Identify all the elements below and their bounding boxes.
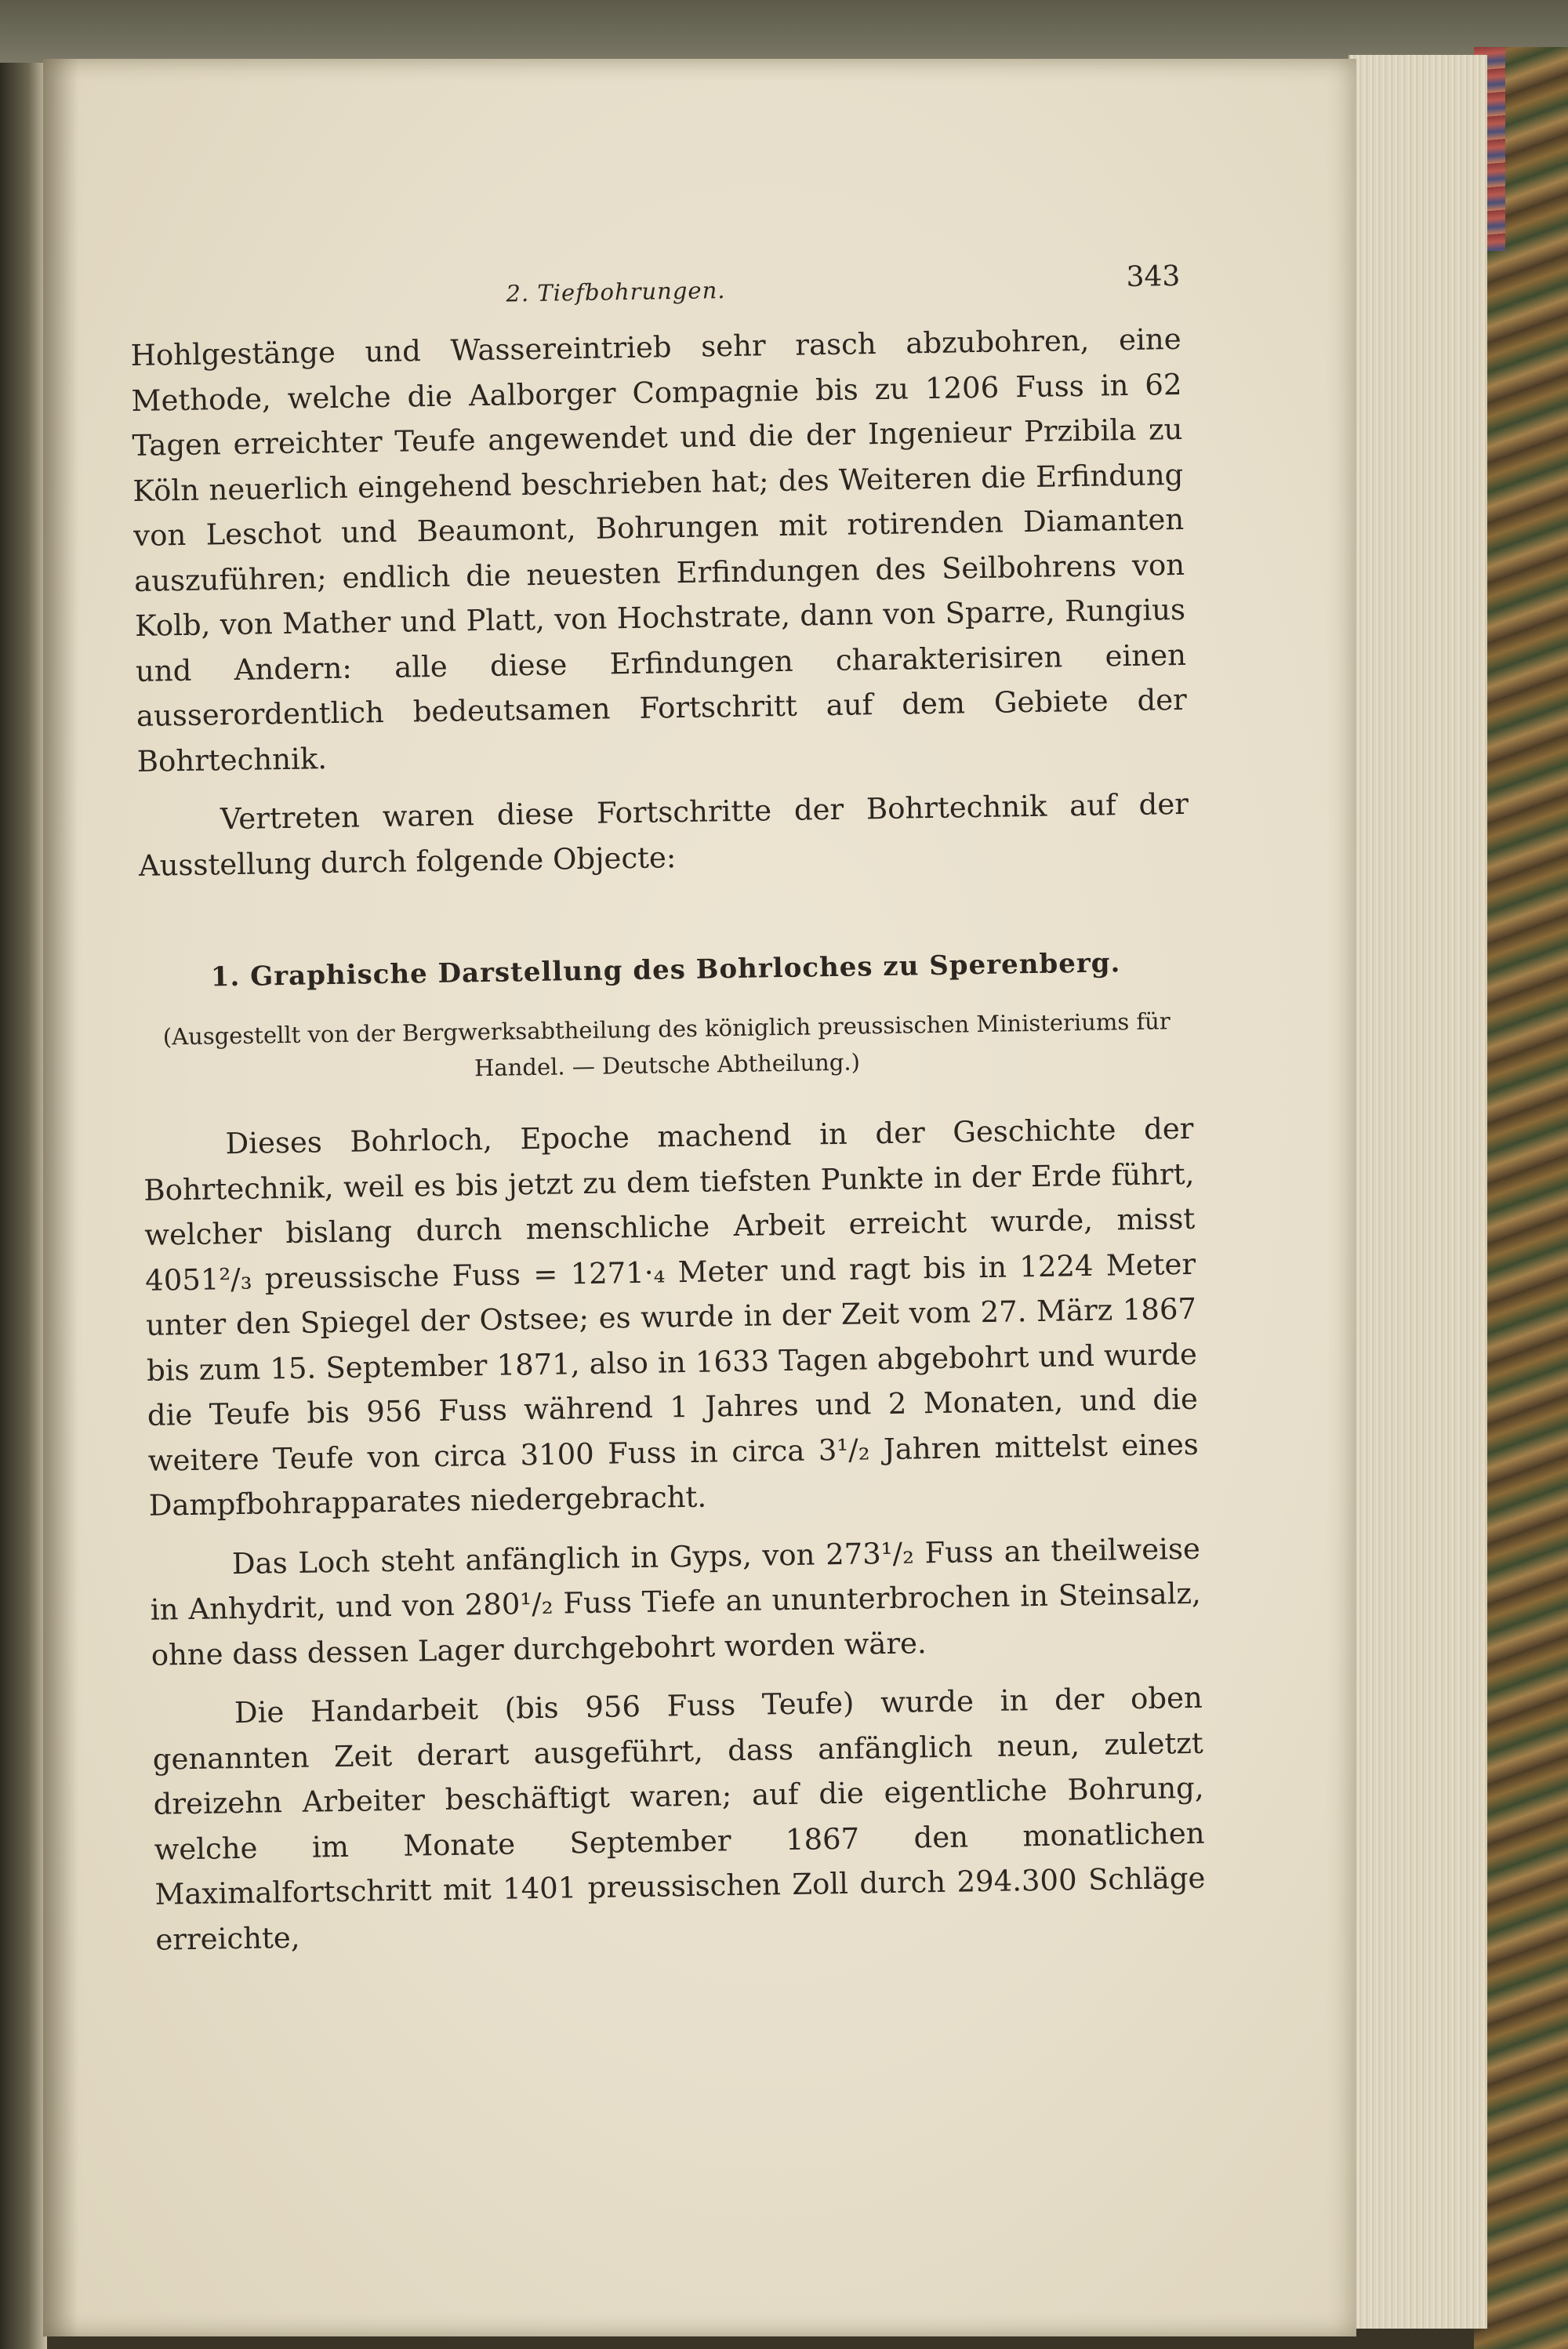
running-head: 2. Tiefbohrungen. [506,277,726,307]
page-stack-edge [1348,55,1487,2329]
section-heading: 1. Graphische Darstellung des Bohrloches zu Sperenberg. [210,947,1121,993]
section-exhibitor-note: (Ausgestellt von der Bergwerksabtheilung des königlich preussischen Ministeriums für Handel. — Deutsche Abtheilung.) [162,1007,1171,1082]
paragraph-continued: Hohlgestänge und Wassereintrieb sehr rasch abzubohren, eine Methode, welche die Aalborger Compagnie bis zu 1206 Fuss in 62 Tagen erreichter Teufe angewendet und die der Ingenieur Przibila zu Köln neuerlich eingehend beschrieben hat; des Weiteren die Erfindung von Leschot und Beaumont, Bohrungen mit rotirenden Diamanten auszuführen; endlich die neuesten Erfindungen des Seilbohrens von Kolb, von Mather und Platt, von Hochstrate, dann von Sparre, Rungius und Andern: alle diese Erfindungen charakterisiren einen ausserordentlich bedeutsamen Fortschritt auf dem Gebiete der Bohrtechnik. [130,321,1188,779]
page-text-block [129,254,1207,1962]
paragraph-exhibits-intro: Vertreten waren diese Fortschritte der Bohrtechnik auf der Ausstellung durch folgende Objecte: [138,786,1189,883]
paragraph-handarbeit: Die Handarbeit (bis 956 Fuss Teufe) wurde in der oben genannten Zeit derart ausgeführt, dass anfänglich neun, zuletzt dreizehn Arbeiter beschäftigt waren; auf die eigentliche Bohrung, welche im Monate September 1867 den monatlichen Maximalfortschritt mit 1401 preussischen Zoll durch 294.300 Schläge erreichte, [152,1680,1206,1957]
paragraph-borehole: Dieses Bohrloch, Epoche machend in der Geschichte der Bohrtechnik, weil es bis jetzt zu dem tiefsten Punkte in der Erde führt, welcher bislang durch menschliche Arbeit erreicht wurde, misst 4051²/₃ preussische Fuss = 1271·₄ Meter und ragt bis in 1224 Meter unter den Spiegel der Ostsee; es wurde in der Zeit vom 27. März 1867 bis zum 15. September 1871, also in 1633 Tagen abgebohrt und wurde die Teufe bis 956 Fuss während 1 Jahres und 2 Monaten, und die weitere Teufe von circa 3100 Fuss in circa 3¹/₂ Jahren mittelst eines Dampfbohrapparates niedergebracht. [143,1111,1200,1523]
page-number: 343 [1126,260,1181,294]
book-cover-left [0,63,47,2349]
page-gutter-shadow [43,59,78,2336]
marbled-cover-edge [1474,47,1568,2349]
paragraph-geology: Das Loch steht anfänglich in Gyps, von 273¹/₂ Fuss an theilweise in Anhydrit, und von 280¹/₂ Fuss Tiefe an ununterbrochen in Steinsalz, ohne dass dessen Lager durchgebohrt worden wäre. [150,1531,1202,1672]
